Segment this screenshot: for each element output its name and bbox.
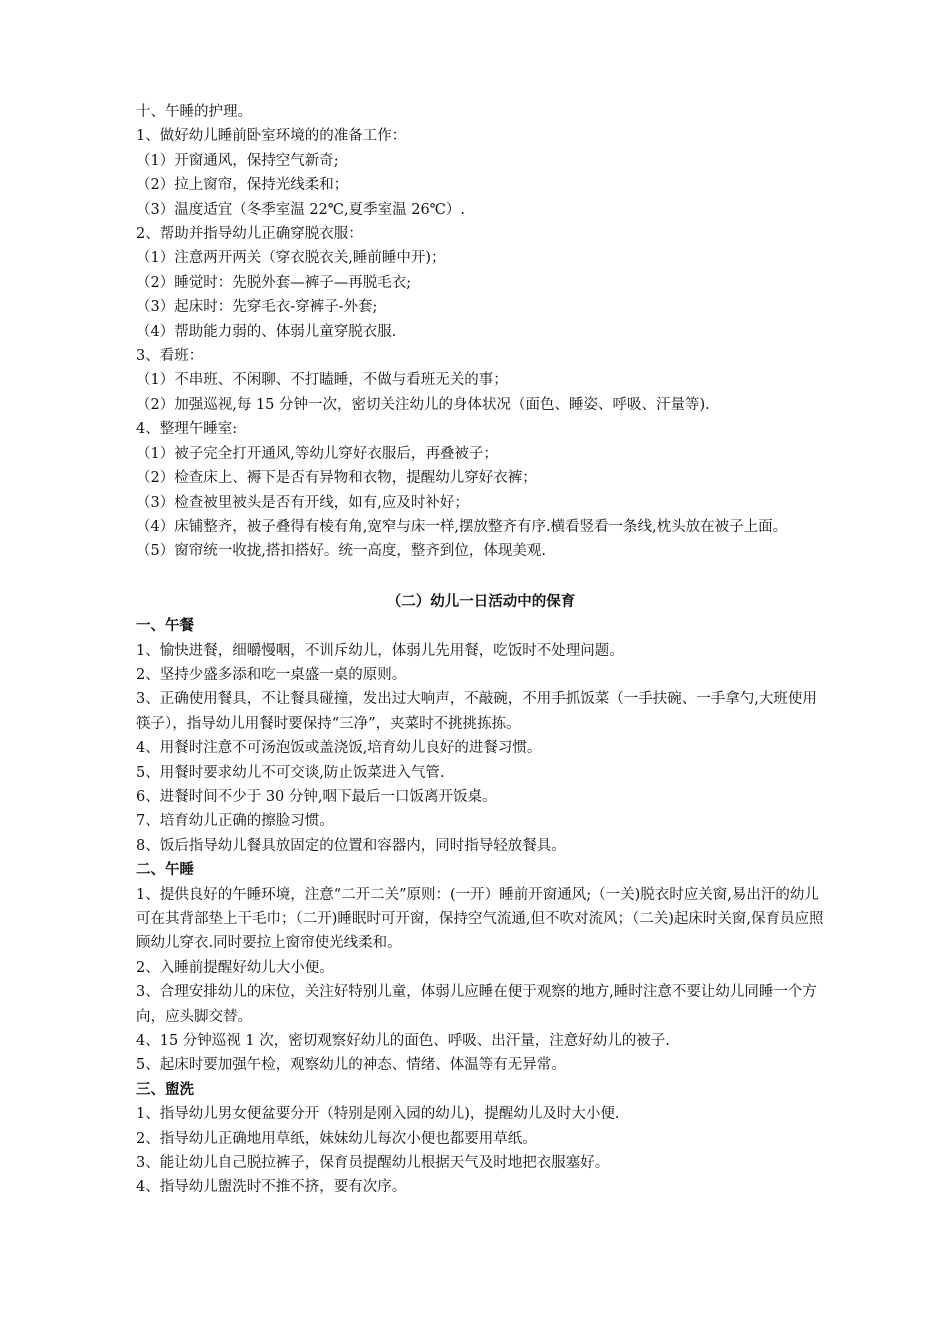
text-line: 5、用餐时要求幼儿不可交谈,防止饭菜进入气管. xyxy=(136,764,445,781)
text-line: （3）检查被里被头是否有开线，如有,应及时补好； xyxy=(136,494,469,511)
document-page xyxy=(136,100,826,1200)
text-line: （2）拉上窗帘，保持光线柔和； xyxy=(136,177,349,194)
text-line: （2）检查床上、褥下是否有异物和衣物，提醒幼儿穿好衣裤； xyxy=(136,470,537,487)
text-line: （3）起床时：先穿毛衣-穿裤子-外套; xyxy=(136,299,378,316)
text-line: （4）帮助能力弱的、体弱儿童穿脱衣服. xyxy=(136,323,397,340)
text-line: （1）开窗通风，保持空气新奇; xyxy=(136,152,339,169)
text-line: （2）加强巡视,每 15 分钟一次，密切关注幼儿的身体状况（面色、睡姿、呼吸、汗量等). xyxy=(136,396,710,413)
text-paragraph: 3、正确使用餐具，不让餐具碰撞，发出过大响声，不敲碗，不用手抓饭菜（一手扶碗、一手拿勺,大班使用筷子），指导幼儿用餐时要保持“三净”，夹菜时不挑挑拣拣。 xyxy=(136,691,817,732)
text-line: （5）窗帘统一收拢,搭扣搭好。统一高度，整齐到位，体现美观. xyxy=(136,543,546,560)
text-line: 2、指导幼儿正确地用草纸，妹妹幼儿每次小便也都要用草纸。 xyxy=(136,1130,537,1147)
text-line: （1）不串班、不闲聊、不打瞌睡，不做与看班无关的事； xyxy=(136,372,508,389)
text-line: 3、看班： xyxy=(136,348,204,365)
spacer xyxy=(136,564,826,590)
nap-heading: 二、午睡 xyxy=(136,862,194,879)
text-line: （1）注意两开两关（穿衣脱衣关,睡前睡中开)； xyxy=(136,250,446,267)
text-line: 4、15 分钟巡视 1 次，密切观察好幼儿的面色、呼吸、出汗量，注意好幼儿的被子. xyxy=(136,1033,670,1050)
text-line: 1、愉快进餐，细嚼慢咽，不训斥幼儿，体弱儿先用餐，吃饭时不处理问题。 xyxy=(136,642,624,659)
text-line: 2、帮助并指导幼儿正确穿脱衣服： xyxy=(136,226,363,243)
text-line: 6、进餐时间不少于 30 分钟,咽下最后一口饭离开饭桌。 xyxy=(136,788,497,805)
text-line: （3）温度适宜（冬季室温 22℃,夏季室温 26℃）. xyxy=(136,201,466,218)
section-title-centered: （二）幼儿一日活动中的保育 xyxy=(386,593,576,610)
text-paragraph: （4）床铺整齐，被子叠得有棱有角,宽窄与床一样,摆放整齐有序.横看竖看一条线,枕头放在被子上面。 xyxy=(136,518,788,535)
text-line: 4、整理午睡室: xyxy=(136,421,238,438)
text-line: （2）睡觉时：先脱外套—裤子—再脱毛衣; xyxy=(136,274,412,291)
text-line: 4、指导幼儿盥洗时不推不挤，要有次序。 xyxy=(136,1179,407,1196)
text-line: 8、饭后指导幼儿餐具放固定的位置和容器内，同时指导轻放餐具。 xyxy=(136,837,566,854)
text-line: （1）被子完全打开通风,等幼儿穿好衣服后，再叠被子； xyxy=(136,445,498,462)
text-line: 5、起床时要加强午检，观察幼儿的神态、情绪、体温等有无异常。 xyxy=(136,1057,566,1074)
lunch-heading: 一、午餐 xyxy=(136,618,194,635)
text-line: 3、能让幼儿自己脱拉裤子，保育员提醒幼儿根据天气及时地把衣服塞好。 xyxy=(136,1155,610,1172)
text-line: 4、用餐时注意不可汤泡饭或盖浇饭,培育幼儿良好的进餐习惯。 xyxy=(136,740,542,757)
text-line: 1、做好幼儿睡前卧室环境的的准备工作： xyxy=(136,128,407,145)
text-line: 1、指导幼儿男女便盆要分开（特别是刚入园的幼儿)，提醒幼儿及时大小便. xyxy=(136,1106,620,1123)
text-line: 2、坚持少盛多添和吃一桌盛一桌的原则。 xyxy=(136,666,407,683)
section-title: 十、午睡的护理。 xyxy=(136,104,252,120)
text-line: 7、培育幼儿正确的擦脸习惯。 xyxy=(136,813,334,830)
text-line: 2、入睡前提醒好幼儿大小便。 xyxy=(136,959,334,976)
text-paragraph: 1、提供良好的午睡环境，注意“二开二关”原则：(一开）睡前开窗通风;（一关)脱衣时应关窗,易出汗的幼儿可在其背部垫上干毛巾；（二开)睡眠时可开窗，保持空气流通,但不吹对流风；（二关)起床时关窗,保育员应照顾幼儿穿衣.同时要拉上窗帘使光线柔和。 xyxy=(136,886,824,952)
text-paragraph: 3、合理安排幼儿的床位，关注好特别儿童，体弱儿应睡在便于观察的地方,睡时注意不要让幼儿同睡一个方向，应头脚交替。 xyxy=(136,984,817,1025)
wash-heading: 三、盥洗 xyxy=(136,1081,194,1098)
